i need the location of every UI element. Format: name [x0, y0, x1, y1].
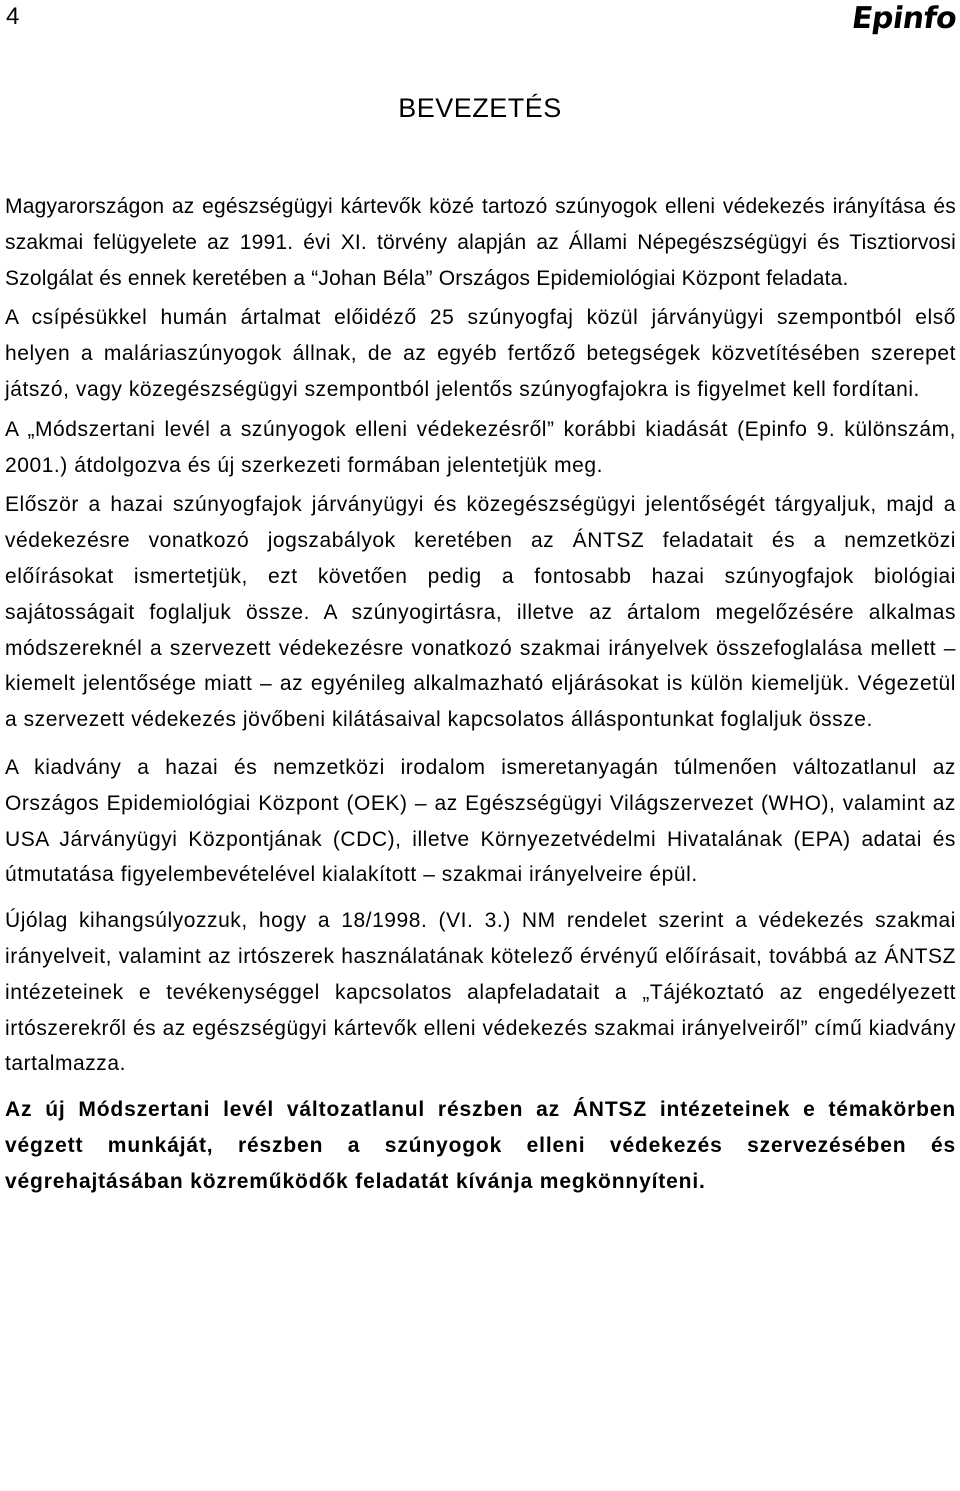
document-body [5, 189, 956, 1200]
paragraph-summary: Az új Módszertani levél változatlanul részben az ÁNTSZ intézeteinek e témakörben végzett munkáját, részben a szúnyogok elleni védekezés szervezésében és végrehajtásában közreműködők feladatát kívánja megkönnyíteni. [5, 1098, 956, 1193]
paragraph-regulation: Újólag kihangsúlyozzuk, hogy a 18/1998. (VI. 3.) NM rendelet szerint a védekezés szakmai irányelveit, valamint az irtószerek használatának kötelező érvényű előírásait, továbbá az ÁNTSZ intézeteinek e tevékenységgel kapcsolatos alapfeladatait a „Tájékoztató az engedélyezett irtószerekről és az egészségügyi kártevők elleni védekezés szakmai irányelveiről” című kiadvány tartalmazza. [5, 909, 956, 1076]
paragraph-species: A csípésükkel humán ártalmat előidéző 25 szúnyogfaj közül járványügyi szempontból első helyen a maláriaszúnyogok állnak, de az egyéb fertőző betegségek közvetítésében szerepet játszó, vagy közegészségügyi szempontból jelentős szúnyogfajokra is figyelmet kell fordítani. [5, 306, 956, 401]
paragraph-intro: Magyarországon az egészségügyi kártevők közé tartozó szúnyogok elleni védekezés irányítása és szakmai felügyelete az 1991. évi XI. törvény alapján az Állami Népegészségügyi és Tisztiorvosi Szolgálat és ennek keretében a “Johan Béla” Országos Epidemiológiai Központ feladata. [5, 195, 956, 290]
paragraph-previous-edition: A „Módszertani levél a szúnyogok elleni védekezésről” korábbi kiadását (Epinfo 9. különszám, 2001.) átdolgozva és új szerkezeti formában jelentetjük meg. [5, 417, 956, 477]
page-number: 4 [6, 3, 20, 30]
epinfo-logo: Epinfo [849, 1, 959, 36]
paragraph-structure: Először a hazai szúnyogfajok járványügyi és közegészségügyi jelentőségét tárgyaljuk, majd a védekezésre vonatkozó jogszabályok keretében az ÁNTSZ feladatait és a nemzetközi előírásokat ismertetjük, ezt követően pedig a fontosabb hazai szúnyogfajok biológiai sajátosságait foglaljuk össze. A szúnyogirtásra, illetve az ártalom megelőzésére alkalmas módszereknél a szervezett védekezésre vonatkozó szakmai irányelvek összefoglalása mellett – kiemelt jelentősége miatt – az egyénileg alkalmazható eljárásokat is külön kiemeljük. Végezetül a szervezett védekezés jövőbeni kilátásaival kapcsolatos álláspontunkat foglaljuk össze. [5, 493, 956, 732]
paragraph-sources: A kiadvány a hazai és nemzetközi irodalom ismeretanyagán túlmenően változatlanul az Országos Epidemiológiai Központ (OEK) – az Egészségügyi Világszervezet (WHO), valamint az USA Járványügyi Központjának (CDC), illetve Környezetvédelmi Hivatalának (EPA) adatai és útmutatása figyelembevételével kialakított – szakmai irányelveire épül. [5, 755, 956, 887]
page-title: BEVEZETÉS [398, 93, 562, 123]
